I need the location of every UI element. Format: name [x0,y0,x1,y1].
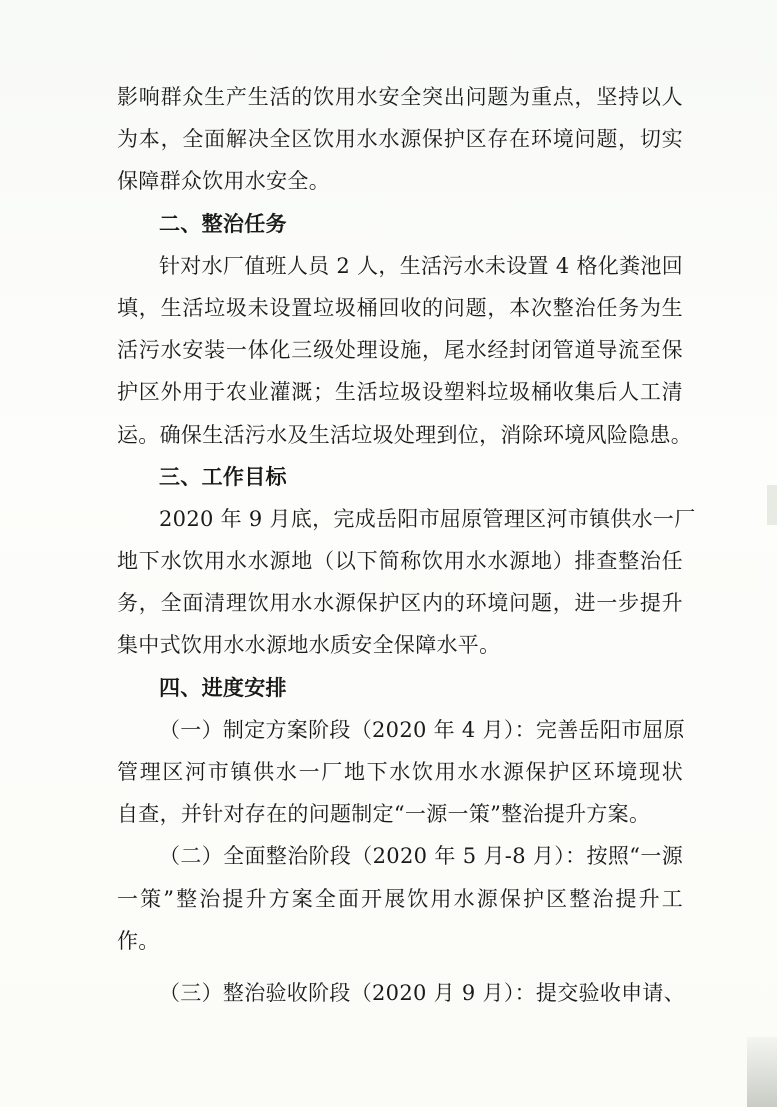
paragraph-line: （二）全面整治阶段（2020 年 5 月-8 月）：按照“一源 [159,844,683,869]
paragraph-line: （三）整治验收阶段（2020 月 9 月）：提交验收申请、 [159,980,686,1005]
paragraph-line: 护区外用于农业灌溉；生活垃圾设塑料垃圾桶收集后人工清 [117,380,683,405]
paragraph-line: 集中式饮用水水源地水质安全保障水平。 [117,633,501,658]
scan-corner-shadow [747,1037,777,1107]
paragraph-line: （一）制定方案阶段（2020 年 4 月）：完善岳阳市屈原 [159,717,686,742]
paragraph-line: 保障群众饮用水安全。 [117,169,330,194]
paragraph-line: 作。 [117,928,160,953]
paragraph-line: 活污水安装一体化三级处理设施，尾水经封闭管道导流至保 [117,338,683,363]
paragraph-line: 务，全面清理饮用水水源保护区内的环境问题，进一步提升 [117,591,683,616]
paragraph-line: 影响群众生产生活的饮用水安全突出问题为重点，坚持以人 [117,85,683,109]
section-heading-goals: 三、工作目标 [159,464,287,489]
paragraph-line: 地下水饮用水水源地（以下简称饮用水水源地）排查整治任 [117,549,683,574]
paragraph-line: 管理区河市镇供水一厂地下水饮用水水源保护区环境现状 [117,760,683,784]
paragraph-line: 针对水厂值班人员 2 人，生活污水未设置 4 格化粪池回 [159,253,683,278]
scan-edge-shadow [767,485,777,525]
paragraph-line: 2020 年 9 月底，完成岳阳市屈原管理区河市镇供水一厂 [159,506,696,531]
paragraph-line: 一策”整治提升方案全面开展饮用水源保护区整治提升工 [117,886,683,911]
paragraph-line: 自查，并针对存在的问题制定“一源一策”整治提升方案。 [117,802,651,827]
paragraph-line: 运。确保生活污水及生活垃圾处理到位，消除环境风险隐患。 [117,422,693,447]
section-heading-schedule: 四、进度安排 [159,675,287,700]
paragraph-line: 填，生活垃圾未设置垃圾桶回收的问题，本次整治任务为生 [117,295,683,320]
document-body [117,76,696,1014]
paragraph-spacer [117,962,683,972]
paragraph-line: 为本，全面解决全区饮用水水源保护区存在环境问题，切实 [117,127,683,152]
section-heading-tasks: 二、整治任务 [159,211,287,236]
